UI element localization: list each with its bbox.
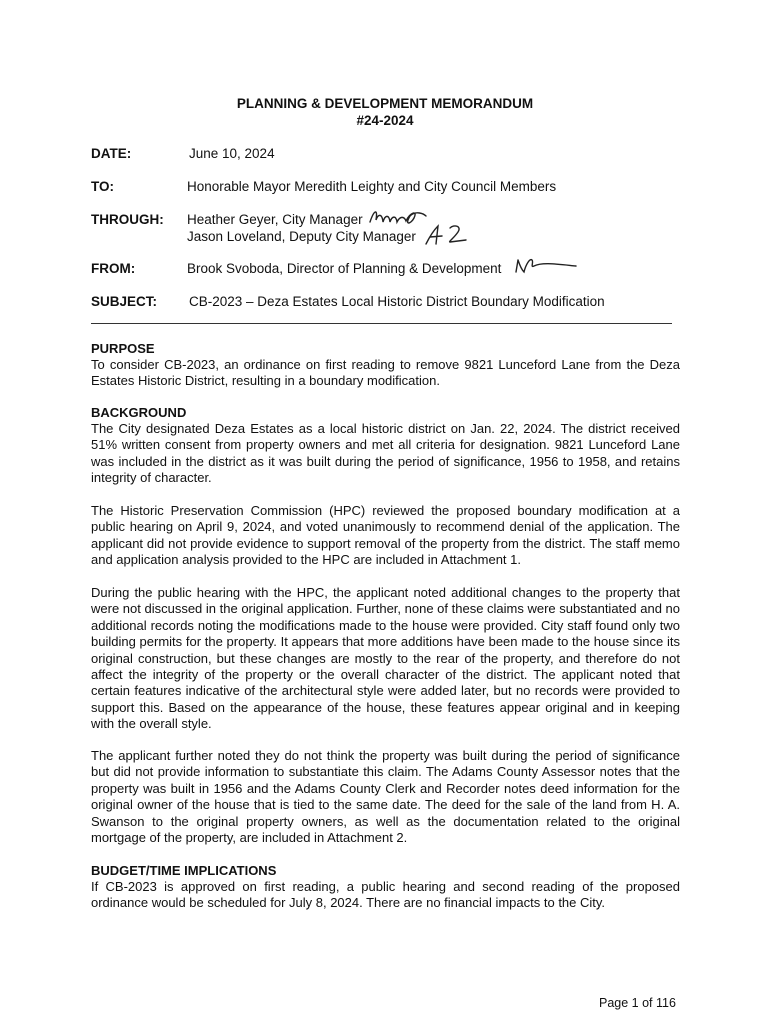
subject-value: CB-2023 – Deza Estates Local Historic District Boundary Modification (189, 294, 605, 309)
background-heading: BACKGROUND (91, 405, 187, 420)
purpose-heading: PURPOSE (91, 341, 155, 356)
from-label: FROM: (91, 261, 136, 276)
background-paragraph-4: The applicant further noted they do not think the property was built during the period of significance but did not provide information to substantiate this claim. The Adams County Assessor notes that the property was built in 1956 and the Adams County Clerk and Recorder notes deed information for the original owner of the house that is tied to the same date. The deed for the sale of the land from H. A. Swanson to the original property owners, as well as the documentation related to the original mortgage of the property, are included in Attachment 2. (91, 748, 680, 846)
background-paragraph-2: The Historic Preservation Commission (HPC) reviewed the proposed boundary modification at a public hearing on April 9, 2024, and voted unanimously to recommend denial of the application. The applicant did not provide evidence to support removal of the property from the district. The staff memo and application analysis provided to the HPC are included in Attachment 1. (91, 503, 680, 568)
budget-heading: BUDGET/TIME IMPLICATIONS (91, 863, 277, 878)
purpose-paragraph: To consider CB-2023, an ordinance on first reading to remove 9821 Lunceford Lane from the Deza Estates Historic District, resulting in a boundary modification. (91, 357, 680, 389)
director-signature (512, 254, 580, 276)
background-paragraph-3: During the public hearing with the HPC, the applicant noted additional changes to the property that were not discussed in the original application. Further, none of these claims were substantiated and no additional records noting the modifications made to the house were provided. City staff found only two building permits for the property. It appears that more additions have been made to the house since its original construction, but these changes are mostly to the rear of the property, and therefore do not affect the integrity of the property or the overall character of the district. The applicant noted that certain features indicative of the architectural style were added later, but no records were provided to support this. Based on the appearance of the house, these features appear original and in keeping with the overall style. (91, 585, 680, 732)
deputy-manager-signature (420, 222, 474, 248)
to-label: TO: (91, 179, 114, 194)
page-number: Page 1 of 116 (599, 996, 676, 1010)
memo-number: #24-2024 (356, 113, 414, 128)
date-label: DATE: (91, 146, 132, 161)
to-value: Honorable Mayor Meredith Leighty and City Council Members (187, 179, 557, 194)
from-value: Brook Svoboda, Director of Planning & Development (187, 261, 502, 276)
through-label: THROUGH: (91, 212, 164, 227)
date-value: June 10, 2024 (189, 146, 275, 161)
through-value-city-manager: Heather Geyer, City Manager (187, 212, 363, 227)
header-divider (91, 323, 672, 324)
budget-paragraph: If CB-2023 is approved on first reading, a public hearing and second reading of the proposed ordinance would be scheduled for July 8, 2024. There are no financial impacts to the City. (91, 879, 680, 911)
through-value-deputy: Jason Loveland, Deputy City Manager (187, 229, 416, 244)
background-paragraph-1: The City designated Deza Estates as a local historic district on Jan. 22, 2024. The district received 51% written consent from property owners and met all criteria for designation. 9821 Lunceford Lane was included in the district as it was built during the period of significance, 1956 to 1958, and retains integrity of character. (91, 421, 680, 486)
memo-title: PLANNING & DEVELOPMENT MEMORANDUM (236, 96, 534, 111)
subject-label: SUBJECT: (91, 294, 158, 309)
